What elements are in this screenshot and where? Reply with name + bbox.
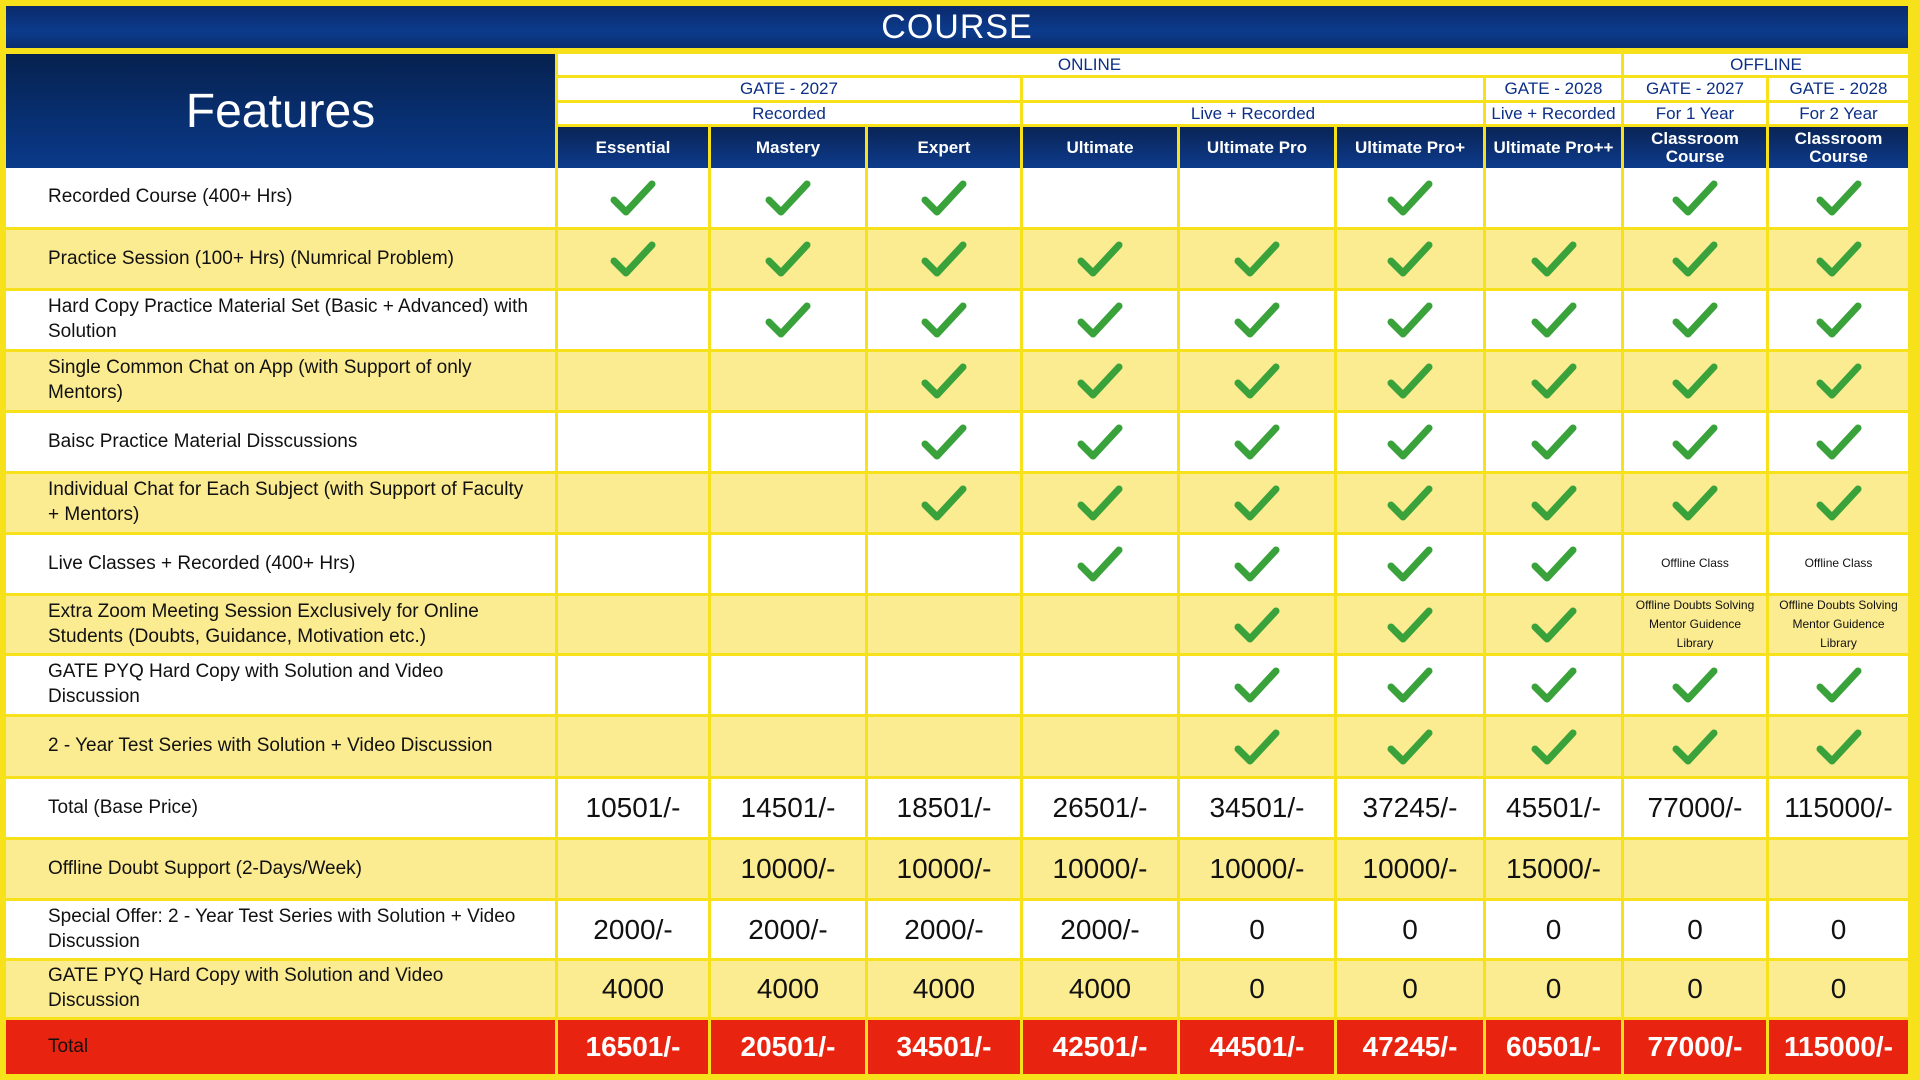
price-value: 10000/- xyxy=(1052,853,1148,884)
header-gate-2027: GATE - 2027 xyxy=(558,78,1020,100)
checkmark-icon xyxy=(1486,413,1621,471)
price-cell xyxy=(868,901,1020,958)
price-value: 10000/- xyxy=(1209,853,1305,884)
price-cell xyxy=(1769,961,1908,1017)
checkmark-icon xyxy=(1180,413,1334,471)
total-label: Total xyxy=(6,1020,555,1074)
empty-cell xyxy=(1023,168,1177,227)
checkmark-icon xyxy=(868,230,1020,288)
features-heading: Features xyxy=(6,54,555,168)
checkmark-icon xyxy=(1486,535,1621,593)
checkmark-icon xyxy=(1624,168,1766,227)
price-value: 18501/- xyxy=(896,792,992,823)
checkmark-icon xyxy=(1023,535,1177,593)
plan-header-classroom-course: Classroom Course xyxy=(1624,127,1766,168)
total-amount: 34501/- xyxy=(896,1031,992,1062)
checkmark-icon xyxy=(1023,352,1177,410)
checkmark-icon xyxy=(868,352,1020,410)
checkmark-icon xyxy=(1337,535,1483,593)
price-cell xyxy=(1180,961,1334,1017)
price-cell xyxy=(1337,779,1483,837)
offline-note-text: Offline Class xyxy=(1804,556,1873,571)
checkmark-icon xyxy=(1486,291,1621,349)
empty-cell xyxy=(1180,168,1334,227)
price-value: 10000/- xyxy=(896,853,992,884)
empty-cell xyxy=(558,352,708,410)
price-value: 0 xyxy=(1402,973,1418,1004)
price-cell xyxy=(1624,961,1766,1017)
total-value xyxy=(1023,1020,1177,1074)
offline-note-text: Offline Doubts Solving Mentor Guidence Library xyxy=(1779,597,1898,651)
empty-cell xyxy=(558,656,708,714)
price-cell xyxy=(868,779,1020,837)
total-value xyxy=(868,1020,1020,1074)
empty-cell xyxy=(1486,168,1621,227)
feature-label: Recorded Course (400+ Hrs) xyxy=(6,168,555,227)
empty-cell xyxy=(1023,717,1177,776)
total-amount: 77000/- xyxy=(1647,1031,1743,1062)
checkmark-icon xyxy=(1769,717,1908,776)
empty-cell xyxy=(711,352,865,410)
price-value: 0 xyxy=(1249,973,1265,1004)
header-gate-2028: GATE - 2028 xyxy=(1486,78,1621,100)
price-value: 2000/- xyxy=(593,913,673,945)
checkmark-icon xyxy=(1624,230,1766,288)
price-cell xyxy=(1023,840,1177,898)
feature-label: Single Common Chat on App (with Support of only Mentors) xyxy=(6,352,555,410)
feature-label: Individual Chat for Each Subject (with Support of Faculty + Mentors) xyxy=(6,474,555,532)
price-value: 15000/- xyxy=(1506,853,1601,884)
checkmark-icon xyxy=(1769,474,1908,532)
feature-label: Offline Doubt Support (2-Days/Week) xyxy=(6,840,555,898)
price-cell xyxy=(1180,840,1334,898)
price-value: 4000 xyxy=(756,973,820,1004)
header-for-1-year: For 1 Year xyxy=(1624,103,1766,124)
total-amount: 115000/- xyxy=(1784,1031,1893,1062)
price-value: 2000/- xyxy=(904,913,984,945)
plan-header-expert: Expert xyxy=(868,127,1020,168)
checkmark-icon xyxy=(1769,291,1908,349)
price-value: 2000/- xyxy=(748,913,828,945)
empty-cell xyxy=(868,596,1020,653)
checkmark-icon xyxy=(1624,352,1766,410)
empty-cell xyxy=(558,840,708,898)
feature-label: 2 - Year Test Series with Solution + Video Discussion xyxy=(6,717,555,776)
total-amount: 20501/- xyxy=(740,1031,836,1062)
checkmark-icon xyxy=(1023,474,1177,532)
checkmark-icon xyxy=(1023,413,1177,471)
price-cell xyxy=(1486,901,1621,958)
page-title: COURSE xyxy=(6,6,1908,48)
empty-cell xyxy=(1023,596,1177,653)
checkmark-icon xyxy=(1486,717,1621,776)
offline-note xyxy=(1769,535,1908,593)
offline-note xyxy=(1624,596,1766,653)
header-for-2-year: For 2 Year xyxy=(1769,103,1908,124)
empty-cell xyxy=(558,717,708,776)
checkmark-icon xyxy=(558,168,708,227)
header-offline: OFFLINE xyxy=(1624,54,1908,75)
empty-cell xyxy=(868,535,1020,593)
price-value: 0 xyxy=(1545,973,1562,1004)
total-value xyxy=(558,1020,708,1074)
offline-note xyxy=(1624,535,1766,593)
header-recorded: Recorded xyxy=(558,103,1020,124)
checkmark-icon xyxy=(1337,656,1483,714)
checkmark-icon xyxy=(1023,291,1177,349)
checkmark-icon xyxy=(1337,291,1483,349)
price-cell xyxy=(711,901,865,958)
total-amount: 44501/- xyxy=(1209,1031,1305,1062)
checkmark-icon xyxy=(1624,717,1766,776)
checkmark-icon xyxy=(868,413,1020,471)
price-value: 0 xyxy=(1249,913,1265,945)
total-amount: 16501/- xyxy=(585,1031,681,1062)
price-value: 0 xyxy=(1687,913,1703,945)
price-value: 10000/- xyxy=(1362,853,1458,884)
price-cell xyxy=(1486,961,1621,1017)
price-value: 10501/- xyxy=(585,792,681,823)
header-live-recorded: Live + Recorded xyxy=(1023,103,1483,124)
empty-cell xyxy=(711,413,865,471)
total-amount: 42501/- xyxy=(1052,1031,1148,1062)
price-cell xyxy=(1486,840,1621,898)
checkmark-icon xyxy=(1180,656,1334,714)
empty-cell xyxy=(1624,840,1766,898)
total-value xyxy=(1769,1020,1908,1074)
total-value xyxy=(1180,1020,1334,1074)
header-offline-gate-2027: GATE - 2027 xyxy=(1624,78,1766,100)
plan-header-classroom-course-2: Classroom Course xyxy=(1769,127,1908,168)
total-value xyxy=(1486,1020,1621,1074)
price-cell xyxy=(1337,961,1483,1017)
price-value: 14501/- xyxy=(740,792,836,823)
checkmark-icon xyxy=(1180,474,1334,532)
checkmark-icon xyxy=(1337,230,1483,288)
price-value: 4000 xyxy=(601,973,665,1004)
checkmark-icon xyxy=(1486,230,1621,288)
checkmark-icon xyxy=(1337,413,1483,471)
header-online: ONLINE xyxy=(558,54,1621,75)
price-value: 77000/- xyxy=(1647,792,1743,823)
price-cell xyxy=(1180,779,1334,837)
total-value xyxy=(1624,1020,1766,1074)
price-cell xyxy=(1769,901,1908,958)
checkmark-icon xyxy=(1624,291,1766,349)
plan-header-essential: Essential xyxy=(558,127,708,168)
checkmark-icon xyxy=(1624,656,1766,714)
checkmark-icon xyxy=(1486,352,1621,410)
empty-cell xyxy=(711,474,865,532)
empty-cell xyxy=(558,596,708,653)
checkmark-icon xyxy=(711,230,865,288)
price-value: 0 xyxy=(1402,913,1418,945)
price-cell xyxy=(558,779,708,837)
checkmark-icon xyxy=(1337,717,1483,776)
checkmark-icon xyxy=(1180,717,1334,776)
checkmark-icon xyxy=(1337,168,1483,227)
checkmark-icon xyxy=(1486,656,1621,714)
feature-label: Baisc Practice Material Disscussions xyxy=(6,413,555,471)
price-cell xyxy=(1337,840,1483,898)
price-value: 45501/- xyxy=(1506,792,1601,823)
checkmark-icon xyxy=(1023,230,1177,288)
checkmark-icon xyxy=(1486,474,1621,532)
offline-note xyxy=(1769,596,1908,653)
empty-cell xyxy=(868,656,1020,714)
checkmark-icon xyxy=(1624,413,1766,471)
feature-label: Total (Base Price) xyxy=(6,779,555,837)
checkmark-icon xyxy=(558,230,708,288)
feature-label: GATE PYQ Hard Copy with Solution and Video Discussion xyxy=(6,656,555,714)
checkmark-icon xyxy=(868,291,1020,349)
price-cell xyxy=(711,840,865,898)
plan-header-mastery: Mastery xyxy=(711,127,865,168)
feature-label: Practice Session (100+ Hrs) (Numrical Problem) xyxy=(6,230,555,288)
empty-cell xyxy=(558,535,708,593)
price-cell xyxy=(1624,901,1766,958)
feature-label: Hard Copy Practice Material Set (Basic + Advanced) with Solution xyxy=(6,291,555,349)
plan-header-ultimate-pro: Ultimate Pro xyxy=(1180,127,1334,168)
price-value: 0 xyxy=(1830,973,1847,1004)
price-cell xyxy=(711,961,865,1017)
price-value: 0 xyxy=(1545,913,1562,945)
feature-label: Special Offer: 2 - Year Test Series with Solution + Video Discussion xyxy=(6,901,555,958)
checkmark-icon xyxy=(1769,352,1908,410)
price-cell xyxy=(1486,779,1621,837)
empty-cell xyxy=(558,291,708,349)
total-value xyxy=(711,1020,865,1074)
price-cell xyxy=(1023,901,1177,958)
empty-cell xyxy=(711,656,865,714)
price-cell xyxy=(1337,901,1483,958)
checkmark-icon xyxy=(1769,168,1908,227)
price-cell xyxy=(1023,961,1177,1017)
plan-header-ultimate-pro: Ultimate Pro++ xyxy=(1486,127,1621,168)
empty-cell xyxy=(558,474,708,532)
checkmark-icon xyxy=(1180,291,1334,349)
price-cell xyxy=(1180,901,1334,958)
price-cell xyxy=(868,840,1020,898)
offline-note-text: Offline Doubts Solving Mentor Guidence Library xyxy=(1635,597,1755,651)
total-amount: 47245/- xyxy=(1362,1031,1458,1062)
price-cell xyxy=(1624,779,1766,837)
feature-label: GATE PYQ Hard Copy with Solution and Video Discussion xyxy=(6,961,555,1017)
empty-cell xyxy=(1769,840,1908,898)
checkmark-icon xyxy=(1180,230,1334,288)
price-value: 10000/- xyxy=(740,853,836,884)
checkmark-icon xyxy=(1180,352,1334,410)
checkmark-icon xyxy=(711,168,865,227)
header-live-recorded-2028: Live + Recorded xyxy=(1486,103,1621,124)
price-cell xyxy=(1023,779,1177,837)
price-value: 0 xyxy=(1830,913,1847,945)
checkmark-icon xyxy=(1337,352,1483,410)
checkmark-icon xyxy=(1337,596,1483,653)
price-value: 0 xyxy=(1687,973,1703,1004)
empty-cell xyxy=(711,717,865,776)
offline-note-text: Offline Class xyxy=(1661,556,1729,571)
checkmark-icon xyxy=(868,474,1020,532)
feature-label: Live Classes + Recorded (400+ Hrs) xyxy=(6,535,555,593)
price-value: 4000 xyxy=(912,973,976,1004)
checkmark-icon xyxy=(1180,535,1334,593)
price-value: 34501/- xyxy=(1209,792,1305,823)
header-blank xyxy=(1023,78,1483,100)
price-cell xyxy=(711,779,865,837)
empty-cell xyxy=(1023,656,1177,714)
checkmark-icon xyxy=(1769,230,1908,288)
plan-header-ultimate-pro: Ultimate Pro+ xyxy=(1337,127,1483,168)
plan-header-ultimate: Ultimate xyxy=(1023,127,1177,168)
empty-cell xyxy=(868,717,1020,776)
total-value xyxy=(1337,1020,1483,1074)
price-value: 4000 xyxy=(1068,973,1132,1004)
total-amount: 60501/- xyxy=(1506,1031,1601,1062)
checkmark-icon xyxy=(1180,596,1334,653)
checkmark-icon xyxy=(1486,596,1621,653)
checkmark-icon xyxy=(868,168,1020,227)
checkmark-icon xyxy=(711,291,865,349)
price-value: 115000/- xyxy=(1784,792,1893,823)
feature-label: Extra Zoom Meeting Session Exclusively for Online Students (Doubts, Guidance, Motivation etc.) xyxy=(6,596,555,653)
checkmark-icon xyxy=(1769,656,1908,714)
price-cell xyxy=(1769,779,1908,837)
empty-cell xyxy=(711,596,865,653)
checkmark-icon xyxy=(1337,474,1483,532)
price-value: 37245/- xyxy=(1362,792,1458,823)
header-offline-gate-2028: GATE - 2028 xyxy=(1769,78,1908,100)
price-value: 26501/- xyxy=(1052,792,1148,823)
empty-cell xyxy=(558,413,708,471)
checkmark-icon xyxy=(1769,413,1908,471)
price-cell xyxy=(558,901,708,958)
price-value: 2000/- xyxy=(1060,913,1140,945)
empty-cell xyxy=(711,535,865,593)
checkmark-icon xyxy=(1624,474,1766,532)
price-cell xyxy=(868,961,1020,1017)
price-cell xyxy=(558,961,708,1017)
